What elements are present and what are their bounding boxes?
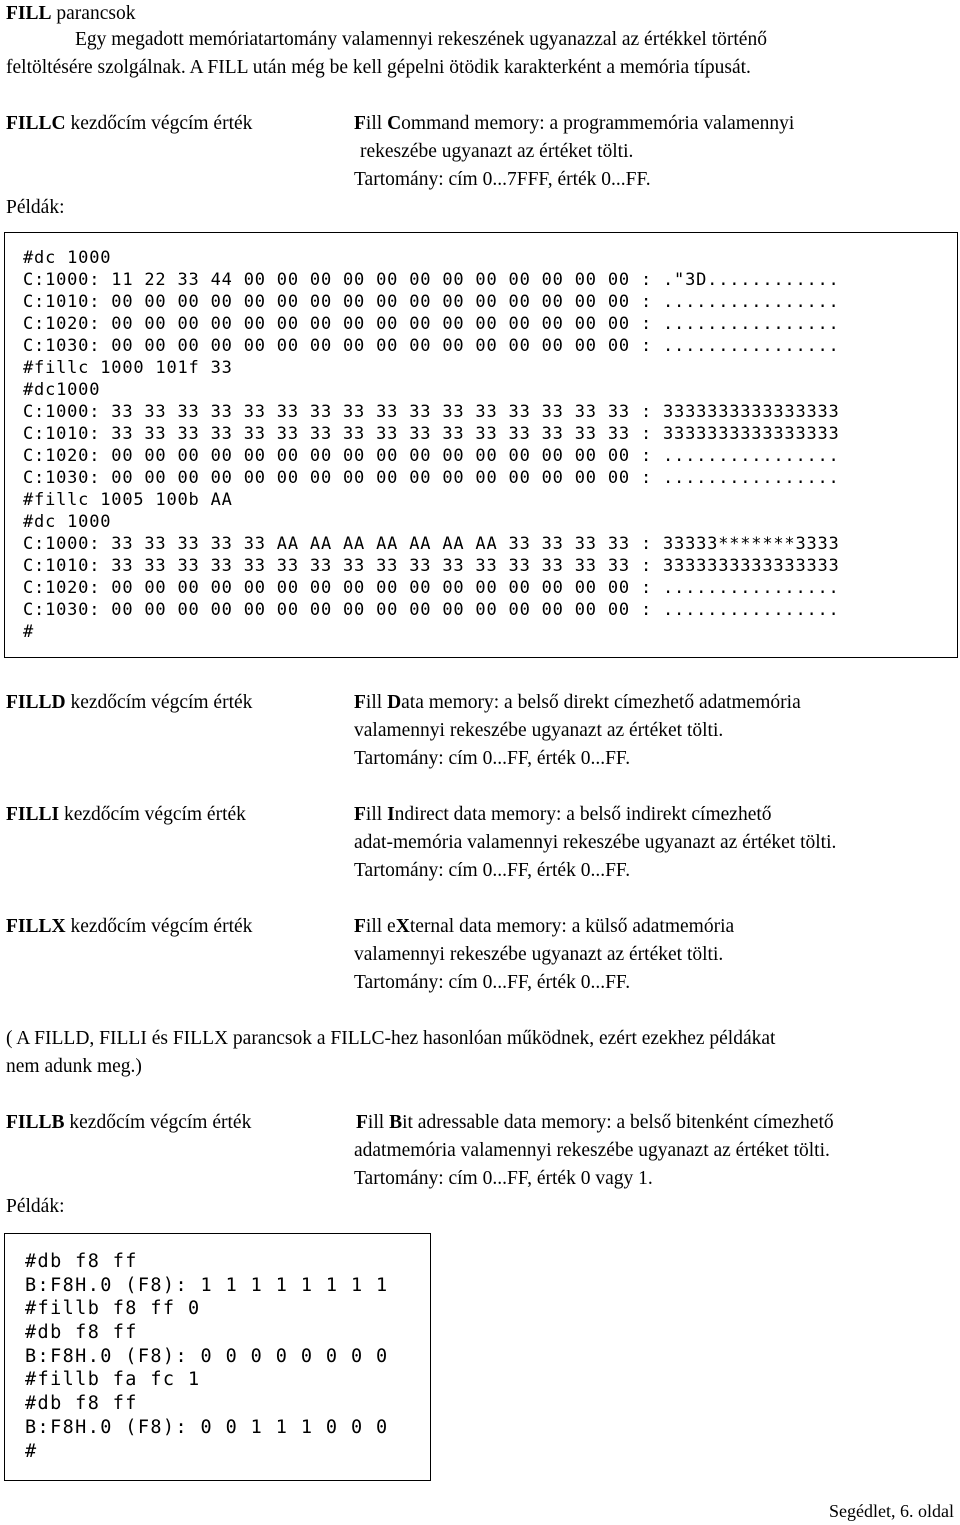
terminal-line: #dc 1000 — [23, 512, 112, 532]
fillb-command-args: kezdőcím végcím érték — [64, 1112, 252, 1133]
terminal-output-fillb — [4, 1233, 431, 1481]
fillb-desc-rest: it adressable data memory: a belső bitenként címezhető — [402, 1112, 834, 1133]
terminal-line: C:1000: 33 33 33 33 33 AA AA AA AA AA AA AA 33 33 33 33 : 33333*******3333 — [23, 534, 840, 554]
fillc-desc-bold-2: C — [387, 113, 402, 134]
fillx-desc-bold-1: F — [354, 916, 366, 937]
terminal-line: #fillc 1005 100b AA — [23, 490, 233, 510]
fillx-desc-rest: ternal data memory: a külső adatmemória — [409, 916, 735, 937]
page-heading — [6, 0, 135, 28]
filld-description — [354, 689, 801, 717]
filld-desc-bold-1: F — [354, 692, 366, 713]
fillc-examples-label: Példák: — [6, 197, 65, 218]
terminal-line: C:1020: 00 00 00 00 00 00 00 00 00 00 00 00 00 00 00 00 : ................ — [23, 446, 840, 466]
fillx-desc-line-3: Tartomány: cím 0...FF, érték 0...FF. — [354, 972, 631, 993]
filld-desc-mid: ill — [365, 692, 388, 713]
terminal-line: C:1000: 33 33 33 33 33 33 33 33 33 33 33 33 33 33 33 33 : 3333333333333333 — [23, 402, 840, 422]
terminal-line: C:1010: 33 33 33 33 33 33 33 33 33 33 33 33 33 33 33 33 : 3333333333333333 — [23, 556, 840, 576]
terminal-line: #dc 1000 — [23, 248, 112, 268]
filli-command-args: kezdőcím végcím érték — [59, 804, 246, 825]
fillc-desc-mid: ill — [365, 113, 388, 134]
filld-command-args: kezdőcím végcím érték — [65, 692, 253, 713]
fillb-command-name: FILLB — [6, 1112, 65, 1133]
terminal-line: #db f8 ff — [25, 1322, 138, 1344]
terminal-line: C:1030: 00 00 00 00 00 00 00 00 00 00 00 00 00 00 00 00 : ................ — [23, 468, 840, 488]
terminal-line: # — [23, 622, 35, 642]
filli-command-name: FILLI — [6, 804, 60, 825]
filli-desc-rest: ndirect data memory: a belső indirekt címezhető — [394, 804, 772, 825]
filld-command-name: FILLD — [6, 692, 66, 713]
filli-desc-line-3: Tartomány: cím 0...FF, érték 0...FF. — [354, 860, 631, 881]
filli-desc-mid: ill — [365, 804, 388, 825]
terminal-line: C:1010: 00 00 00 00 00 00 00 00 00 00 00 00 00 00 00 00 : ................ — [23, 292, 840, 312]
note-line-2: nem adunk meg.) — [6, 1056, 142, 1077]
intro-line-2: feltöltésére szolgálnak. A FILL után még be kell gépelni ötödik karakterként a memória típusát. — [6, 57, 751, 78]
filli-desc-bold-2: I — [387, 804, 395, 825]
fillx-command — [6, 913, 252, 941]
terminal-line: #db f8 ff — [25, 1251, 138, 1272]
fillb-desc-bold-1: F — [356, 1112, 368, 1133]
filli-desc-line-2: adat-memória valamennyi rekeszébe ugyanazt az értéket tölti. — [354, 832, 837, 853]
terminal-line: #fillc 1000 101f 33 — [23, 358, 233, 378]
filli-description — [354, 801, 772, 829]
fillb-desc-line-2: adatmemória valamennyi rekeszébe ugyanazt az értéket tölti. — [354, 1140, 830, 1161]
fillx-desc-line-2: valamennyi rekeszébe ugyanazt az értéket tölti. — [354, 944, 724, 965]
fillc-description — [354, 110, 794, 138]
fillc-command — [6, 110, 252, 138]
fillb-desc-mid: ill — [367, 1112, 390, 1133]
fillx-desc-bold-2: X — [395, 916, 410, 937]
terminal-line: C:1000: 11 22 33 44 00 00 00 00 00 00 00 00 00 00 00 00 : ."3D............ — [23, 270, 840, 290]
filld-desc-line-2: valamennyi rekeszébe ugyanazt az értéket tölti. — [354, 720, 724, 741]
filld-desc-bold-2: D — [387, 692, 402, 713]
terminal-line: # — [25, 1440, 38, 1462]
intro-line-1: Egy megadott memóriatartomány valamennyi rekeszének ugyanazzal az értékkel történő — [75, 29, 767, 50]
terminal-line: B:F8H.0 (F8): 0 0 1 1 1 0 0 0 — [25, 1416, 389, 1438]
fillb-examples-label: Példák: — [6, 1196, 65, 1217]
heading-bold: FILL — [6, 3, 52, 24]
heading-rest: parancsok — [51, 3, 136, 24]
fillc-desc-rest: ommand memory: a programmemória valamennyi — [401, 113, 795, 134]
fillx-description — [354, 913, 734, 941]
terminal-line: #dc1000 — [23, 380, 101, 400]
fillb-description — [356, 1109, 834, 1137]
fillb-desc-bold-2: B — [389, 1112, 403, 1133]
fillc-desc-bold-1: F — [354, 113, 366, 134]
fillc-desc-line-3: Tartomány: cím 0...7FFF, érték 0...FF. — [354, 169, 651, 190]
fillx-desc-mid: ill e — [365, 916, 396, 937]
terminal-line: #fillb fa fc 1 — [25, 1369, 201, 1391]
filld-command — [6, 689, 252, 717]
filli-command — [6, 801, 246, 829]
terminal-line: B:F8H.0 (F8): 0 0 0 0 0 0 0 0 — [25, 1345, 389, 1367]
terminal-line: C:1010: 33 33 33 33 33 33 33 33 33 33 33 33 33 33 33 33 : 3333333333333333 — [23, 424, 840, 444]
fillc-command-args: kezdőcím végcím érték — [65, 113, 253, 134]
note-line-1: ( A FILLD, FILLI és FILLX parancsok a FILLC-hez hasonlóan működnek, ezért ezekhez példákat — [6, 1028, 776, 1049]
fillx-command-name: FILLX — [6, 916, 66, 937]
terminal-line: #db f8 ff — [25, 1393, 138, 1415]
terminal-output-fillc — [4, 232, 958, 658]
filli-desc-bold-1: F — [354, 804, 366, 825]
fillb-desc-line-3: Tartomány: cím 0...FF, érték 0 vagy 1. — [354, 1168, 653, 1189]
fillc-desc-line-2: rekeszébe ugyanazt az értéket tölti. — [360, 141, 634, 162]
fillx-command-args: kezdőcím végcím érték — [65, 916, 253, 937]
terminal-line: C:1020: 00 00 00 00 00 00 00 00 00 00 00 00 00 00 00 00 : ................ — [23, 314, 840, 334]
terminal-line: #fillb f8 ff 0 — [25, 1298, 201, 1320]
page-footer: Segédlet, 6. oldal — [829, 1501, 954, 1521]
terminal-line: C:1030: 00 00 00 00 00 00 00 00 00 00 00 00 00 00 00 00 : ................ — [23, 336, 840, 356]
filld-desc-rest: ata memory: a belső direkt címezhető adatmemória — [401, 692, 801, 713]
filld-desc-line-3: Tartomány: cím 0...FF, érték 0...FF. — [354, 748, 631, 769]
terminal-line: C:1030: 00 00 00 00 00 00 00 00 00 00 00 00 00 00 00 00 : ................ — [23, 600, 840, 620]
fillb-command — [6, 1109, 251, 1137]
terminal-line: C:1020: 00 00 00 00 00 00 00 00 00 00 00 00 00 00 00 00 : ................ — [23, 578, 840, 598]
terminal-line: B:F8H.0 (F8): 1 1 1 1 1 1 1 1 — [25, 1274, 389, 1296]
fillc-command-name: FILLC — [6, 113, 66, 134]
